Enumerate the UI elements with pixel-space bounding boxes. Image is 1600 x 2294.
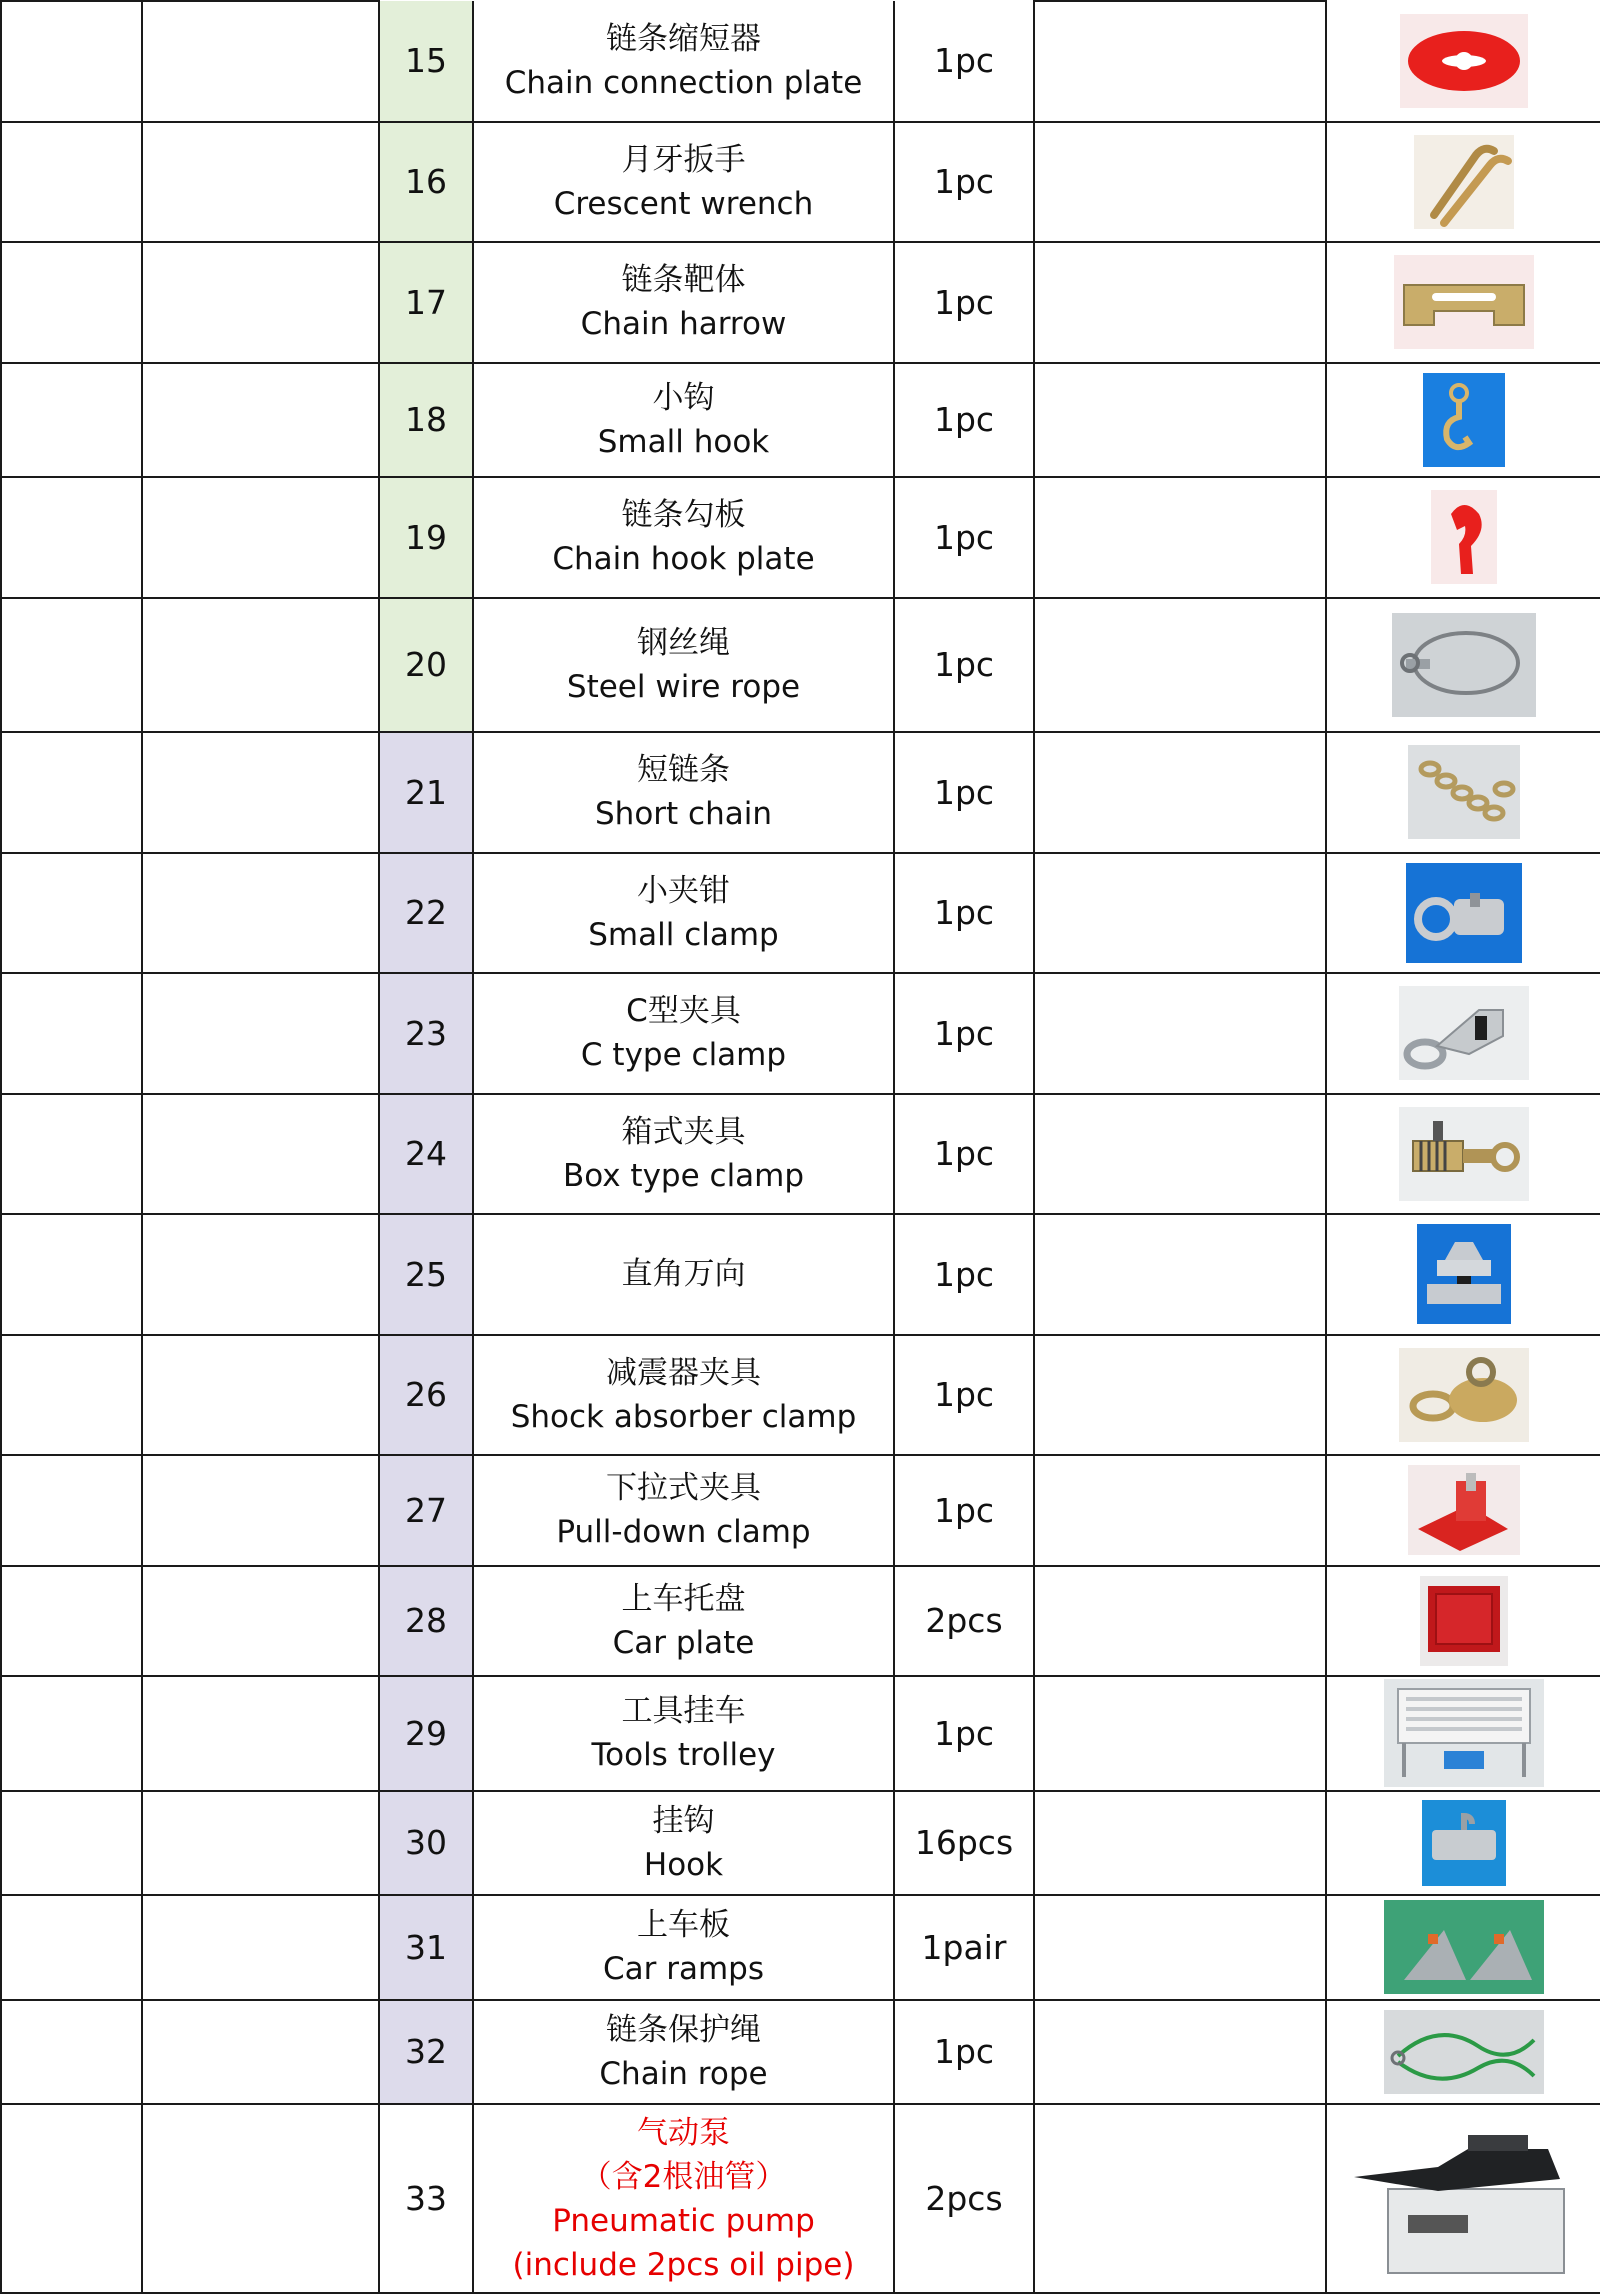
blank-cell bbox=[142, 1895, 379, 1999]
item-name-zh: 下拉式夹具 bbox=[606, 1470, 761, 1507]
blank-cell bbox=[1034, 1335, 1326, 1456]
box-type-clamp-icon bbox=[1399, 1107, 1529, 1201]
item-number: 24 bbox=[379, 1094, 473, 1215]
blank-cell bbox=[142, 477, 379, 598]
item-number: 30 bbox=[379, 1791, 473, 1895]
item-quantity: 1pc bbox=[894, 1, 1034, 122]
blank-cell bbox=[1, 477, 142, 598]
item-quantity: 2pcs bbox=[894, 2104, 1034, 2293]
blank-cell bbox=[142, 2104, 379, 2293]
c-type-clamp-icon bbox=[1399, 986, 1529, 1080]
item-name-en: Chain harrow bbox=[580, 306, 787, 343]
blank-cell bbox=[142, 1, 379, 122]
chain-harrow-icon bbox=[1394, 255, 1534, 349]
item-name-en: Chain rope bbox=[599, 2055, 768, 2092]
table-row bbox=[1, 1094, 1600, 1215]
blank-cell bbox=[1034, 122, 1326, 243]
item-number: 19 bbox=[379, 477, 473, 598]
item-name-zh: 挂钩 bbox=[652, 1802, 715, 1839]
item-number: 18 bbox=[379, 363, 473, 477]
table-row bbox=[1, 1335, 1600, 1456]
item-quantity: 1pc bbox=[894, 1335, 1034, 1456]
item-name-line: 气动泵 bbox=[637, 2114, 730, 2151]
item-quantity: 1pc bbox=[894, 1094, 1034, 1215]
item-name bbox=[473, 1895, 894, 1999]
blank-cell bbox=[1034, 1214, 1326, 1335]
item-photo bbox=[1326, 1214, 1600, 1335]
item-photo bbox=[1326, 1791, 1600, 1895]
item-name-zh: 钢丝绳 bbox=[637, 624, 730, 661]
item-name-en: Car plate bbox=[612, 1624, 755, 1661]
item-photo bbox=[1326, 732, 1600, 853]
blank-cell bbox=[1034, 1094, 1326, 1215]
item-name-zh: 上车托盘 bbox=[621, 1580, 746, 1617]
blank-cell bbox=[142, 1676, 379, 1790]
item-quantity: 1pc bbox=[894, 477, 1034, 598]
item-name bbox=[473, 598, 894, 733]
item-photo bbox=[1326, 2104, 1600, 2293]
blank-cell bbox=[1034, 477, 1326, 598]
blank-cell bbox=[1, 1094, 142, 1215]
blank-cell bbox=[1034, 1455, 1326, 1565]
item-number: 27 bbox=[379, 1455, 473, 1565]
item-name bbox=[473, 363, 894, 477]
item-name-zh: 减震器夹具 bbox=[606, 1354, 761, 1391]
item-quantity: 1pc bbox=[894, 122, 1034, 243]
table-row bbox=[1, 1, 1600, 122]
table-row bbox=[1, 363, 1600, 477]
table-row bbox=[1, 1895, 1600, 1999]
blank-cell bbox=[1, 598, 142, 733]
blank-cell bbox=[1034, 598, 1326, 733]
item-quantity: 1pc bbox=[894, 363, 1034, 477]
hook-icon bbox=[1422, 1800, 1506, 1886]
blank-cell bbox=[1, 1214, 142, 1335]
blank-cell bbox=[1, 1335, 142, 1456]
item-photo bbox=[1326, 477, 1600, 598]
shock-absorber-clamp-icon bbox=[1399, 1348, 1529, 1442]
item-name bbox=[473, 853, 894, 974]
item-name-en: Chain connection plate bbox=[504, 64, 863, 101]
item-number: 20 bbox=[379, 598, 473, 733]
blank-cell bbox=[1, 732, 142, 853]
item-name bbox=[473, 732, 894, 853]
item-name-en: Tools trolley bbox=[591, 1737, 776, 1774]
blank-cell bbox=[142, 973, 379, 1094]
item-number: 25 bbox=[379, 1214, 473, 1335]
item-quantity: 1pc bbox=[894, 1214, 1034, 1335]
item-name-zh: 链条勾板 bbox=[621, 497, 746, 534]
item-name bbox=[473, 2000, 894, 2104]
blank-cell bbox=[1034, 2000, 1326, 2104]
item-name-en: Crescent wrench bbox=[553, 185, 814, 222]
item-name-en: Car ramps bbox=[602, 1951, 764, 1988]
item-name-en: Short chain bbox=[595, 796, 772, 833]
item-photo bbox=[1326, 973, 1600, 1094]
item-quantity: 1pc bbox=[894, 973, 1034, 1094]
item-name-zh: 小夹钳 bbox=[637, 872, 730, 909]
blank-cell bbox=[1, 1566, 142, 1676]
item-name-en: Box type clamp bbox=[562, 1157, 805, 1194]
item-name bbox=[473, 1676, 894, 1790]
item-number: 32 bbox=[379, 2000, 473, 2104]
blank-cell bbox=[1, 122, 142, 243]
blank-cell bbox=[142, 853, 379, 974]
blank-cell bbox=[1, 1791, 142, 1895]
item-photo bbox=[1326, 1094, 1600, 1215]
item-quantity: 1pc bbox=[894, 732, 1034, 853]
item-name-zh: 链条保护绳 bbox=[606, 2011, 761, 2048]
item-name-zh: 短链条 bbox=[637, 752, 730, 789]
blank-cell bbox=[1034, 2104, 1326, 2293]
short-chain-icon bbox=[1408, 745, 1520, 839]
crescent-wrench-icon bbox=[1414, 135, 1514, 229]
item-name bbox=[473, 1791, 894, 1895]
item-photo bbox=[1326, 1455, 1600, 1565]
item-name-line: (include 2pcs oil pipe) bbox=[512, 2246, 855, 2283]
pneumatic-pump-icon bbox=[1348, 2119, 1580, 2279]
blank-cell bbox=[1, 1895, 142, 1999]
item-photo bbox=[1326, 1895, 1600, 1999]
item-name bbox=[473, 1455, 894, 1565]
table-row bbox=[1, 1566, 1600, 1676]
item-photo bbox=[1326, 1, 1600, 122]
item-name-zh: 直角万向 bbox=[621, 1256, 746, 1293]
item-name-en: Pull-down clamp bbox=[556, 1514, 811, 1551]
item-number: 21 bbox=[379, 732, 473, 853]
item-photo bbox=[1326, 853, 1600, 974]
item-photo bbox=[1326, 363, 1600, 477]
item-number: 15 bbox=[379, 1, 473, 122]
item-number: 33 bbox=[379, 2104, 473, 2293]
item-number: 29 bbox=[379, 1676, 473, 1790]
table-row bbox=[1, 2000, 1600, 2104]
table-row bbox=[1, 973, 1600, 1094]
blank-cell bbox=[142, 122, 379, 243]
item-number: 31 bbox=[379, 1895, 473, 1999]
item-photo bbox=[1326, 1335, 1600, 1456]
right-angle-universal-icon bbox=[1417, 1224, 1511, 1324]
item-name bbox=[473, 1566, 894, 1676]
blank-cell bbox=[142, 1335, 379, 1456]
item-name-zh: 工具挂车 bbox=[621, 1693, 746, 1730]
blank-cell bbox=[1, 242, 142, 363]
blank-cell bbox=[142, 1214, 379, 1335]
blank-cell bbox=[1, 2000, 142, 2104]
blank-cell bbox=[1, 853, 142, 974]
table-row bbox=[1, 598, 1600, 733]
blank-cell bbox=[1, 2104, 142, 2293]
item-quantity: 2pcs bbox=[894, 1566, 1034, 1676]
blank-cell bbox=[142, 1791, 379, 1895]
item-quantity: 1pc bbox=[894, 1676, 1034, 1790]
pull-down-clamp-icon bbox=[1408, 1465, 1520, 1555]
steel-wire-rope-icon bbox=[1392, 613, 1536, 717]
blank-cell bbox=[142, 363, 379, 477]
blank-cell bbox=[142, 1455, 379, 1565]
item-name-en: Shock absorber clamp bbox=[510, 1398, 857, 1435]
item-name bbox=[473, 1, 894, 122]
item-photo bbox=[1326, 2000, 1600, 2104]
table-row bbox=[1, 853, 1600, 974]
table-row bbox=[1, 1676, 1600, 1790]
table-row bbox=[1, 2104, 1600, 2293]
item-number: 17 bbox=[379, 242, 473, 363]
blank-cell bbox=[142, 732, 379, 853]
item-quantity: 1pc bbox=[894, 1455, 1034, 1565]
small-clamp-icon bbox=[1406, 863, 1522, 963]
item-name bbox=[473, 1214, 894, 1335]
blank-cell bbox=[142, 598, 379, 733]
blank-cell bbox=[1, 1676, 142, 1790]
blank-cell bbox=[1034, 1676, 1326, 1790]
item-number: 22 bbox=[379, 853, 473, 974]
item-name-line: Pneumatic pump bbox=[552, 2202, 815, 2239]
item-number: 28 bbox=[379, 1566, 473, 1676]
item-name bbox=[473, 2104, 894, 2293]
item-name bbox=[473, 122, 894, 243]
item-photo bbox=[1326, 598, 1600, 733]
blank-cell bbox=[1, 973, 142, 1094]
blank-cell bbox=[1034, 1791, 1326, 1895]
car-ramps-icon bbox=[1384, 1900, 1544, 1994]
item-name-en: Small hook bbox=[597, 423, 770, 460]
blank-cell bbox=[1034, 363, 1326, 477]
blank-cell bbox=[1034, 1566, 1326, 1676]
chain-rope-icon bbox=[1384, 2010, 1544, 2094]
table-row bbox=[1, 477, 1600, 598]
item-number: 16 bbox=[379, 122, 473, 243]
blank-cell bbox=[1, 1455, 142, 1565]
item-name bbox=[473, 1094, 894, 1215]
blank-cell bbox=[142, 1094, 379, 1215]
table-row bbox=[1, 1455, 1600, 1565]
blank-cell bbox=[142, 2000, 379, 2104]
item-quantity: 16pcs bbox=[894, 1791, 1034, 1895]
table-row bbox=[1, 242, 1600, 363]
blank-cell bbox=[1034, 1895, 1326, 1999]
chain-connection-plate-icon bbox=[1400, 14, 1528, 108]
item-quantity: 1pc bbox=[894, 242, 1034, 363]
blank-cell bbox=[1034, 732, 1326, 853]
table-row bbox=[1, 732, 1600, 853]
item-photo bbox=[1326, 1676, 1600, 1790]
blank-cell bbox=[1, 1, 142, 122]
item-name-zh: 月牙扳手 bbox=[621, 141, 746, 178]
tools-trolley-icon bbox=[1384, 1679, 1544, 1787]
blank-cell bbox=[142, 242, 379, 363]
table-row bbox=[1, 122, 1600, 243]
item-name bbox=[473, 242, 894, 363]
item-photo bbox=[1326, 1566, 1600, 1676]
item-name-en: Hook bbox=[643, 1846, 724, 1883]
blank-cell bbox=[1034, 973, 1326, 1094]
car-plate-icon bbox=[1420, 1576, 1508, 1666]
item-photo bbox=[1326, 122, 1600, 243]
item-quantity: 1pc bbox=[894, 853, 1034, 974]
item-name-en: Small clamp bbox=[588, 916, 779, 953]
item-name-zh: 箱式夹具 bbox=[621, 1113, 746, 1150]
item-quantity: 1pair bbox=[894, 1895, 1034, 1999]
blank-cell bbox=[1, 363, 142, 477]
item-name bbox=[473, 477, 894, 598]
blank-cell bbox=[142, 1566, 379, 1676]
blank-cell bbox=[1034, 853, 1326, 974]
item-name-en: Chain hook plate bbox=[552, 541, 815, 578]
table-row bbox=[1, 1214, 1600, 1335]
blank-cell bbox=[1034, 242, 1326, 363]
item-number: 23 bbox=[379, 973, 473, 1094]
blank-cell bbox=[1034, 1, 1326, 122]
item-name-line: （含2根油管） bbox=[580, 2158, 787, 2195]
item-name-en: C type clamp bbox=[580, 1037, 787, 1074]
item-name-zh: 链条缩短器 bbox=[606, 20, 761, 57]
item-name-zh: 链条靶体 bbox=[621, 262, 746, 299]
table-row bbox=[1, 1791, 1600, 1895]
item-name bbox=[473, 973, 894, 1094]
chain-hook-plate-icon bbox=[1431, 490, 1497, 584]
item-name-en: Steel wire rope bbox=[566, 668, 801, 705]
item-photo bbox=[1326, 242, 1600, 363]
item-quantity: 1pc bbox=[894, 2000, 1034, 2104]
small-hook-icon bbox=[1423, 373, 1505, 467]
item-number: 26 bbox=[379, 1335, 473, 1456]
item-quantity: 1pc bbox=[894, 598, 1034, 733]
item-name-zh: 小钩 bbox=[652, 379, 715, 416]
item-name bbox=[473, 1335, 894, 1456]
item-name-zh: 上车板 bbox=[637, 1907, 730, 1944]
item-name-zh: C型夹具 bbox=[626, 993, 741, 1030]
